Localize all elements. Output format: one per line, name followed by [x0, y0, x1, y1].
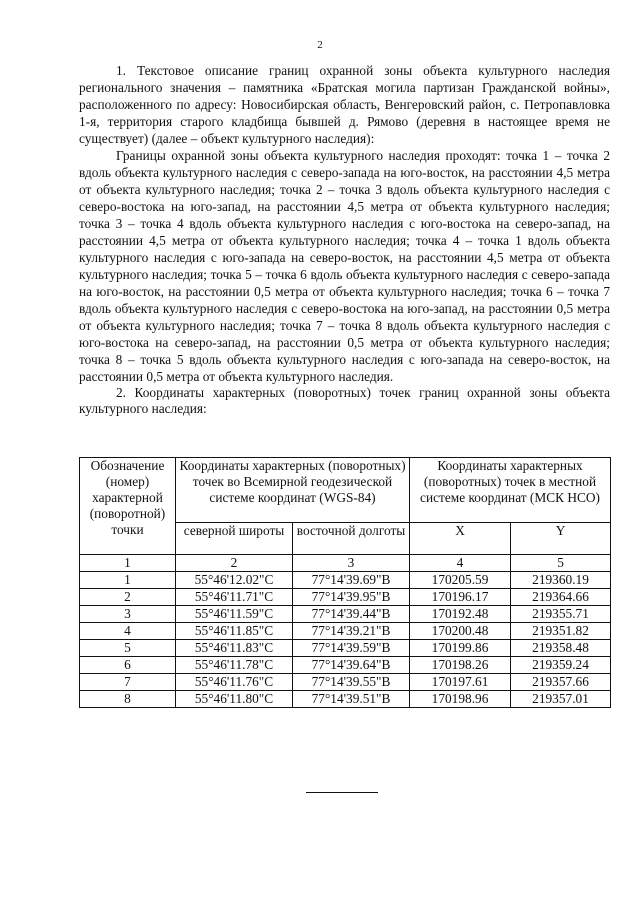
point-latitude: 55°46'11.59"С [176, 606, 293, 623]
table-row [80, 640, 611, 657]
header-msk-group: Координаты характерных (поворотных) точек в местной системе координат (МСК НСО) [410, 458, 611, 523]
header-point-designation: Обозначение (номер) характерной (поворотной) точки [80, 458, 176, 555]
column-number: 5 [511, 555, 611, 572]
column-number: 4 [410, 555, 511, 572]
header-wgs84-group: Координаты характерных (поворотных) точек во Всемирной геодезической системе координат (WGS-84) [176, 458, 410, 523]
point-longitude: 77°14'39.44"В [293, 606, 410, 623]
table-header-row [80, 458, 611, 523]
point-x: 170196.17 [410, 589, 511, 606]
point-number: 3 [80, 606, 176, 623]
table-row [80, 674, 611, 691]
column-number: 2 [176, 555, 293, 572]
paragraph-boundary-description: Границы охранной зоны объекта культурного наследия проходят: точка 1 – точка 2 вдоль объекта культурного наследия с северо-запада на юго-восток, на расстоянии 4,5 метра от объекта культурного наследия; точка 2 – точка 3 вдоль объекта культурного наследия с северо-востока на юго-запад, на расстоянии 4,5 метра от объекта культурного наследия; точка 3 – точка 4 вдоль объекта культурного наследия с юго-востока на северо-запад, на расстоянии 4,5 метра от объекта культурного наследия; точка 4 – точка 1 вдоль объекта культурного наследия с юго-запада на северо-восток, на расстоянии 4,5 метра от объекта культурного наследия; точка 5 – точка 6 вдоль объекта культурного наследия с северо-запада на юго-восток, на расстоянии 0,5 метра от объекта культурного наследия; точка 6 – точка 7 вдоль объекта культурного наследия с северо-востока на юго-запад, на расстоянии 0,5 метра от объекта культурного наследия; точка 7 – точка 8 вдоль объекта культурного наследия с юго-востока на северо-запад, на расстоянии 0,5 метра от объекта культурного наследия; точка 8 – точка 5 вдоль объекта культурного наследия с юго-запада на северо-восток, на расстоянии 0,5 метра от объекта культурного наследия. [79, 148, 610, 384]
page-number: 2 [317, 39, 323, 51]
document-body [79, 62, 610, 417]
table-row [80, 657, 611, 674]
header-latitude: северной широты [176, 523, 293, 555]
header-x: X [410, 523, 511, 555]
point-y: 219357.01 [511, 691, 611, 708]
point-y: 219360.19 [511, 572, 611, 589]
table-row [80, 691, 611, 708]
point-x: 170199.86 [410, 640, 511, 657]
table-row [80, 589, 611, 606]
point-longitude: 77°14'39.69"В [293, 572, 410, 589]
point-x: 170200.48 [410, 623, 511, 640]
point-y: 219358.48 [511, 640, 611, 657]
point-number: 6 [80, 657, 176, 674]
point-latitude: 55°46'12.02"С [176, 572, 293, 589]
point-x: 170205.59 [410, 572, 511, 589]
table-column-numbers-row [80, 555, 611, 572]
point-longitude: 77°14'39.64"В [293, 657, 410, 674]
point-y: 219364.66 [511, 589, 611, 606]
point-number: 5 [80, 640, 176, 657]
point-x: 170197.61 [410, 674, 511, 691]
point-number: 2 [80, 589, 176, 606]
point-x: 170198.96 [410, 691, 511, 708]
column-number: 1 [80, 555, 176, 572]
table-row [80, 623, 611, 640]
point-latitude: 55°46'11.80"С [176, 691, 293, 708]
point-longitude: 77°14'39.21"В [293, 623, 410, 640]
paragraph-description-intro: 1. Текстовое описание границ охранной зоны объекта культурного наследия регионального значения – памятника «Братская могила партизан Гражданской войны», расположенного по адресу: Новосибирская область, Венгеровский район, с. Петропавловка 1-я, территория старого кладбища бывшей д. Рямово (деревня в настоящее время не существует) (далее – объект культурного наследия): [79, 63, 610, 146]
header-y: Y [511, 523, 611, 555]
point-number: 8 [80, 691, 176, 708]
point-number: 1 [80, 572, 176, 589]
point-x: 170198.26 [410, 657, 511, 674]
point-y: 219351.82 [511, 623, 611, 640]
table-row [80, 606, 611, 623]
point-x: 170192.48 [410, 606, 511, 623]
column-number: 3 [293, 555, 410, 572]
footer-separator-line [306, 792, 378, 793]
point-longitude: 77°14'39.51"В [293, 691, 410, 708]
point-y: 219359.24 [511, 657, 611, 674]
coordinates-table [79, 457, 611, 708]
point-latitude: 55°46'11.78"С [176, 657, 293, 674]
point-longitude: 77°14'39.95"В [293, 589, 410, 606]
point-latitude: 55°46'11.83"С [176, 640, 293, 657]
point-y: 219355.71 [511, 606, 611, 623]
header-longitude: восточной долготы [293, 523, 410, 555]
point-longitude: 77°14'39.55"В [293, 674, 410, 691]
point-latitude: 55°46'11.71"С [176, 589, 293, 606]
point-latitude: 55°46'11.76"С [176, 674, 293, 691]
point-longitude: 77°14'39.59"В [293, 640, 410, 657]
table-intro: 2. Координаты характерных (поворотных) точек границ охранной зоны объекта культурного наследия: [79, 385, 610, 416]
point-y: 219357.66 [511, 674, 611, 691]
point-latitude: 55°46'11.85"С [176, 623, 293, 640]
point-number: 7 [80, 674, 176, 691]
point-number: 4 [80, 623, 176, 640]
table-row [80, 572, 611, 589]
